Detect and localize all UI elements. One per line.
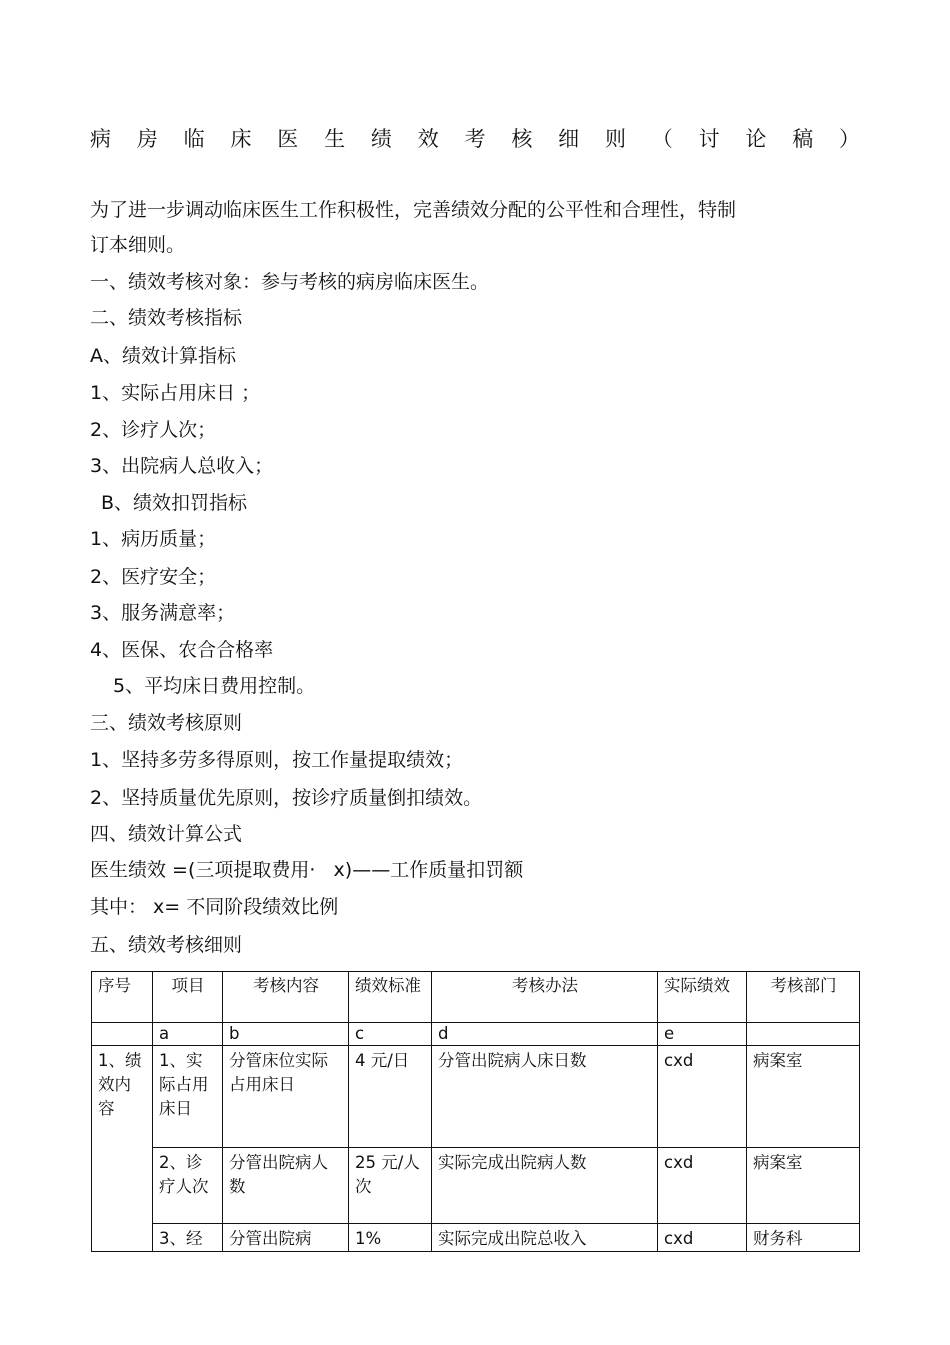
title-char: 稿 (792, 127, 814, 151)
section-heading-principles: 三、绩效考核原则 (90, 712, 243, 734)
table-header-row (92, 972, 860, 1023)
title-char: 病 (90, 127, 111, 151)
table-cell: 财务科 (747, 1224, 860, 1252)
table-cell: e (658, 1023, 747, 1046)
list-item: 2、诊疗人次； (90, 419, 217, 441)
list-item: 1、坚持多劳多得原则，按工作量提取绩效； (90, 749, 464, 771)
table-cell (92, 1023, 153, 1046)
title-char: 论 (745, 127, 767, 151)
intro-paragraph-line1: 为了进一步调动临床医生工作积极性，完善绩效分配的公平性和合理性，特制 (90, 199, 737, 221)
formula-line: 医生绩效 =(三项提取费用· x)——工作质量扣罚额 (90, 859, 524, 881)
list-item: 2、坚持质量优先原则，按诊疗质量倒扣绩效。 (90, 787, 483, 809)
table-cell: d (432, 1023, 658, 1046)
intro-paragraph-line2: 订本细则。 (90, 234, 186, 256)
title-char: 床 (230, 127, 252, 151)
title-char: 临 (183, 127, 205, 151)
subsection-heading-b: B、绩效扣罚指标 (101, 492, 248, 514)
table-cell: 1% (349, 1224, 432, 1252)
formula-note: 其中： x= 不同阶段绩效比例 (90, 896, 339, 918)
subsection-heading-a: A、绩效计算指标 (90, 345, 236, 367)
document-title (90, 122, 860, 156)
table-cell: 2、诊疗人次 (153, 1148, 223, 1224)
title-char: 核 (511, 127, 533, 151)
title-char: 绩 (370, 127, 392, 151)
section-heading-target: 一、绩效考核对象：参与考核的病房临床医生。 (90, 271, 490, 293)
table-header-cell: 实际绩效 (658, 972, 747, 1023)
title-char: （ (651, 127, 673, 151)
title-char: 则 (604, 127, 626, 151)
title-char: 医 (277, 127, 299, 151)
table-cell: b (223, 1023, 349, 1046)
table-cell: 分管床位实际占用床日 (223, 1046, 349, 1148)
title-char: 房 (136, 127, 158, 151)
list-item: 3、出院病人总收入； (90, 455, 274, 477)
title-char: 考 (464, 127, 486, 151)
table-cell: 实际完成出院病人数 (432, 1148, 658, 1224)
list-item: 1、实际占用床日 ； (90, 382, 261, 404)
table-row (92, 1148, 860, 1224)
table-cell: cxd (658, 1046, 747, 1148)
table-header-cell: 项目 (153, 972, 223, 1023)
list-item: 1、病历质量； (90, 528, 217, 550)
table-cell: 分管出院病人数 (223, 1148, 349, 1224)
title-char: 生 (324, 127, 346, 151)
table-header-cell: 考核内容 (223, 972, 349, 1023)
table-cell: 分管出院病人床日数 (432, 1046, 658, 1148)
table-cell: 3、经 (153, 1224, 223, 1252)
title-char: 效 (417, 127, 439, 151)
table-cell: 实际完成出院总收入 (432, 1224, 658, 1252)
table-cell: 1、实际占用床日 (153, 1046, 223, 1148)
table-header-cell: 考核部门 (747, 972, 860, 1023)
table-cell: cxd (658, 1148, 747, 1224)
table-row (92, 1046, 860, 1148)
table-cell: a (153, 1023, 223, 1046)
table-header-cell: 考核办法 (432, 972, 658, 1023)
title-char: 讨 (698, 127, 720, 151)
section-label-cell: 1、绩效内容 (92, 1046, 153, 1252)
list-item: 3、服务满意率； (90, 602, 236, 624)
assessment-table (91, 971, 860, 1252)
table-cell: 25 元/人次 (349, 1148, 432, 1224)
table-letter-row (92, 1023, 860, 1046)
table-cell: c (349, 1023, 432, 1046)
section-heading-details: 五、绩效考核细则 (90, 934, 243, 956)
table-cell: 分管出院病 (223, 1224, 349, 1252)
table-cell: 病案室 (747, 1148, 860, 1224)
list-item: 4、医保、农合合格率 (90, 639, 274, 661)
list-item: 2、医疗安全； (90, 566, 217, 588)
section-heading-indicators: 二、绩效考核指标 (90, 307, 243, 329)
section-heading-formula: 四、绩效计算公式 (90, 823, 243, 845)
table-cell: 病案室 (747, 1046, 860, 1148)
title-char: 细 (558, 127, 580, 151)
table-cell (747, 1023, 860, 1046)
table-header-cell: 序号 (92, 972, 153, 1023)
title-char: ） (839, 127, 860, 151)
table-cell: cxd (658, 1224, 747, 1252)
table-row (92, 1224, 860, 1252)
list-item: 5、平均床日费用控制。 (113, 675, 316, 697)
table-cell: 4 元/日 (349, 1046, 432, 1148)
table-header-cell: 绩效标准 (349, 972, 432, 1023)
